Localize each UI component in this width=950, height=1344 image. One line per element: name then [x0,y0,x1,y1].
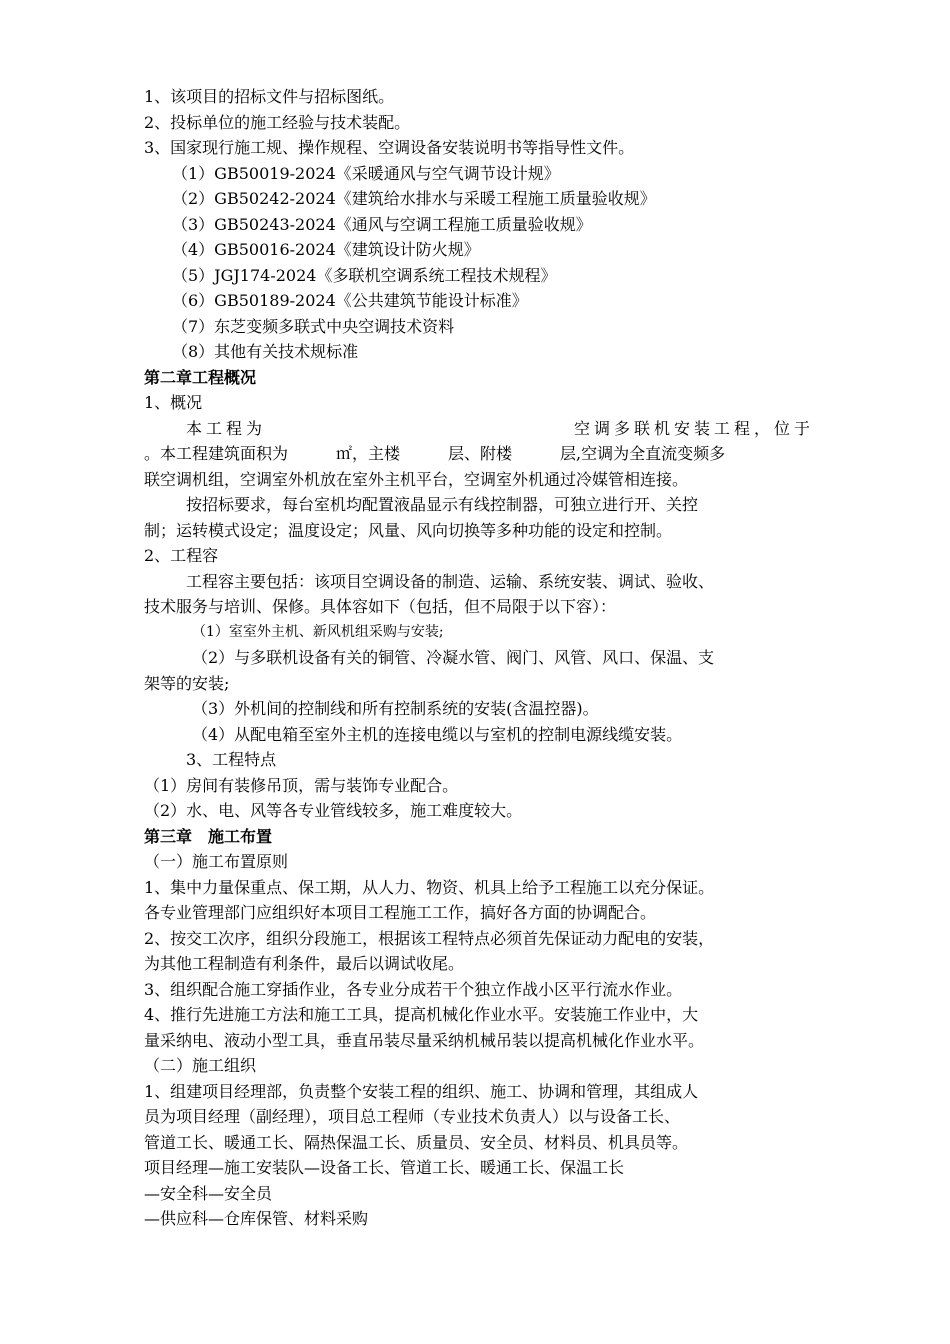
scope-p-line-1: 工程容主要包括：该项目空调设备的制造、运输、系统安装、调试、验收、 [186,571,715,591]
document-page [144,84,814,1232]
feature-item-2: （2）水、电、风等各专业管线较多，施工难度较大。 [144,801,523,820]
scope-item-4: （4）从配电箱至室外主机的连接电缆以与室机的控制电源线缆安装。 [192,724,683,744]
principle-1-line-1: 1、集中力量保重点、保工期，从人力、物资、机具上给予工程施工以充分保证。 [144,877,715,897]
scope-item-3: （3）外机间的控制线和所有控制系统的安装(含温控器)。 [192,699,599,718]
principles-title: （一）施工布置原则 [144,852,289,871]
standard-item-7: （7）东芝变频多联式中央空调技术资料 [172,316,455,336]
chapter2-title: 第二章工程概况 [144,367,257,387]
overview-line-1b: 空调多联机安装工程，位于 [573,418,814,438]
principle-4-line-2: 量采纳电、液动小型工具，垂直吊装尽量采纳机械吊装以提高机械化作业水平。 [144,1030,705,1050]
overview-line-3: 联空调机组，空调室外机放在室外主机平台，空调室外机通过冷媒管相连接。 [144,469,689,489]
org-title: （二）施工组织 [144,1056,257,1075]
principle-2-line-2: 为其他工程制造有利条件，最后以调试收尾。 [144,954,465,973]
basis-item-3: 3、国家现行施工规、操作规程、空调设备安装说明书等指导性文件。 [144,138,635,157]
features-title: 3、工程特点 [186,750,277,769]
scope-item-2-line-1: （2）与多联机设备有关的铜管、冷凝水管、阀门、风管、风口、保温、支 [192,648,715,667]
overview-line-2: 。本工程建筑面积为 ㎡，主楼 层、附楼 层,空调为全直流变频多 [144,444,726,463]
standard-item-2: （2）GB50242-2024《建筑给水排水与采暖工程施工质量验收规》 [172,189,656,208]
standard-item-1: （1）GB50019-2024《采暖通风与空气调节设计规》 [172,163,560,183]
org-chain-3: —供应科—仓库保管、材料采购 [144,1209,369,1228]
org-chain-2: —安全科—安全员 [144,1183,273,1203]
principle-2-line-1: 2、按交工次序，组织分段施工，根据该工程特点必须首先保证动力配电的安装， [144,928,715,948]
standard-item-4: （4）GB50016-2024《建筑设计防火规》 [172,240,480,259]
principle-4-line-1: 4、推行先进施工方法和施工工具，提高机械化作业水平。安装施工作业中，大 [144,1005,699,1024]
standard-item-5: （5）JGJ174-2024《多联机空调系统工程技术规程》 [172,265,557,285]
standard-item-6: （6）GB50189-2024《公共建筑节能设计标准》 [172,291,528,310]
principle-3: 3、组织配合施工穿插作业，各专业分成若干个独立作战小区平行流水作业。 [144,979,683,999]
org-chain-1: 项目经理—施工安装队—设备工长、管道工长、暖通工长、保温工长 [144,1158,625,1177]
standard-item-3: （3）GB50243-2024《通风与空调工程施工质量验收规》 [172,214,592,234]
overview-line-1 [144,416,814,442]
scope-title: 2、工程容 [144,546,219,565]
scope-p-line-2: 技术服务与培训、保修。具体容如下（包括，但不局限于以下容）： [144,597,617,616]
overview-p2-line-1: 按招标要求，每台室机均配置液晶显示有线控制器，可独立进行开、关控 [186,495,699,514]
overview-line-1a: 本工程为 [186,418,267,438]
chapter3-title: 第三章 施工布置 [144,826,273,846]
standard-item-8: （8）其他有关技术规标准 [172,342,359,361]
overview-p2-line-2: 制；运转模式设定；温度设定；风量、风向切换等多种功能的设定和控制。 [144,520,673,540]
overview-title: 1、概况 [144,393,203,412]
org-p1-line-2: 员为项目经理（副经理），项目总工程师（专业技术负责人）以与设备工长、 [144,1107,681,1126]
basis-item-1: 1、该项目的招标文件与招标图纸。 [144,87,395,106]
scope-item-2-line-2: 架等的安装; [144,673,230,693]
principle-1-line-2: 各专业管理部门应组织好本项目工程施工工作，搞好各方面的协调配合。 [144,903,657,922]
org-p1-line-1: 1、组建项目经理部，负责整个安装工程的组织、施工、协调和管理，其组成人 [144,1081,699,1101]
scope-item-1: （1）室室外主机、新风机组采购与安装; [192,623,444,640]
feature-item-1: （1）房间有装修吊顶，需与装饰专业配合。 [144,775,459,795]
basis-item-2: 2、投标单位的施工经验与技术装配。 [144,112,411,132]
org-p1-line-3: 管道工长、暖通工长、隔热保温工长、质量员、安全员、材料员、机具员等。 [144,1132,689,1152]
